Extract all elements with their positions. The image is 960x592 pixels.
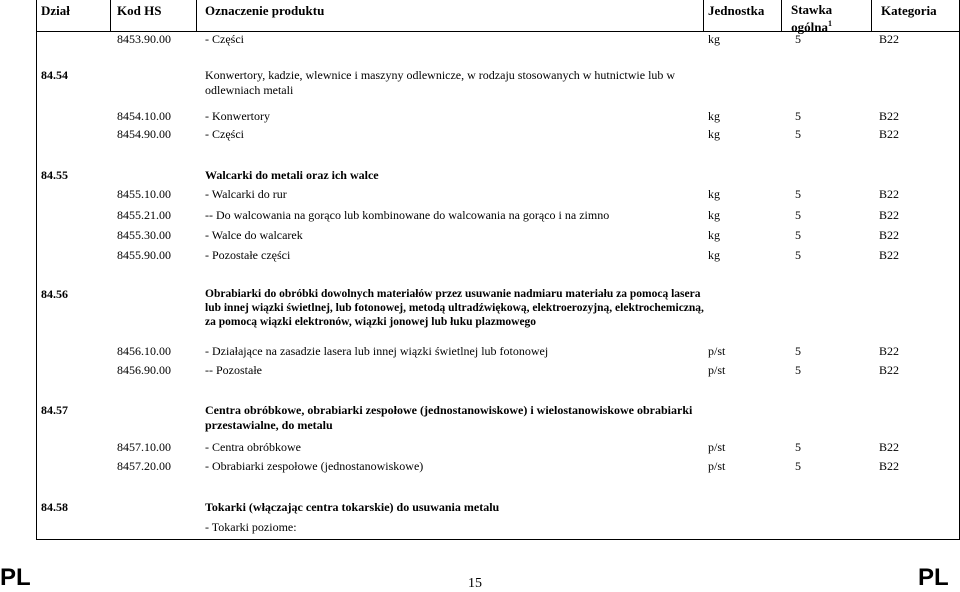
product-description: - Pozostałe części bbox=[205, 248, 291, 262]
category: B22 bbox=[879, 228, 900, 242]
duty-rate: 5 bbox=[795, 459, 801, 473]
hs-code: 8456.10.00 bbox=[117, 344, 171, 358]
category: B22 bbox=[879, 363, 900, 377]
duty-rate: 5 bbox=[795, 32, 801, 46]
header-stawka-line2: ogólna bbox=[791, 19, 829, 35]
unit: kg bbox=[708, 127, 720, 141]
section-description: Obrabiarki do obróbki dowolnych materiałów przez usuwanie nadmiaru materiału za pomocą lasera lub innej wiązki świetlnej, lub fotonowej, metodą ultradźwiękową, elektroerozyjną, elektrochemiczną, za pomocą wiązki elektronów, wiązki jonowej lub łuku plazmowego bbox=[205, 288, 704, 328]
header-kod-hs: Kod HS bbox=[117, 3, 162, 18]
column-divider bbox=[871, 0, 872, 31]
product-description: - Działające na zasadzie lasera lub innej wiązki świetlnej lub fotonowej bbox=[205, 344, 549, 358]
section-number: 84.56 bbox=[41, 287, 68, 301]
header-dzial: Dział bbox=[41, 3, 70, 18]
header-stawka-footnote: 1 bbox=[828, 19, 833, 28]
column-divider bbox=[196, 0, 197, 31]
product-description: - Konwertory bbox=[205, 109, 270, 123]
header-stawka bbox=[791, 3, 832, 34]
product-description: - Centra obróbkowe bbox=[205, 440, 301, 454]
category: B22 bbox=[879, 32, 900, 46]
hs-code: 8455.30.00 bbox=[117, 228, 171, 242]
section-description: Centra obróbkowe, obrabiarki zespołowe (jednostanowiskowe) i wielostanowiskowe obrabiarki przestawialne, do metalu bbox=[205, 403, 693, 432]
header-oznaczenie: Oznaczenie produktu bbox=[205, 3, 325, 18]
hs-code: 8455.10.00 bbox=[117, 187, 171, 201]
product-description: -- Pozostałe bbox=[205, 363, 262, 377]
category: B22 bbox=[879, 208, 900, 222]
hs-code: 8455.21.00 bbox=[117, 208, 171, 222]
header-stawka-line1: Stawka bbox=[791, 2, 833, 17]
duty-rate: 5 bbox=[795, 187, 801, 201]
unit: kg bbox=[708, 248, 720, 262]
product-description: - Części bbox=[205, 32, 244, 46]
column-divider bbox=[703, 0, 704, 31]
unit: p/st bbox=[708, 363, 726, 377]
footer-language-left: PL bbox=[0, 564, 31, 591]
unit: p/st bbox=[708, 440, 726, 454]
unit: kg bbox=[708, 208, 720, 222]
duty-rate: 5 bbox=[795, 127, 801, 141]
category: B22 bbox=[879, 109, 900, 123]
hs-code: 8454.90.00 bbox=[117, 127, 171, 141]
product-description: - Części bbox=[205, 127, 244, 141]
duty-rate: 5 bbox=[795, 248, 801, 262]
product-description: - Obrabiarki zespołowe (jednostanowiskowe) bbox=[205, 459, 424, 473]
section-description: Walcarki do metali oraz ich walce bbox=[205, 168, 379, 182]
hs-code: 8453.90.00 bbox=[117, 32, 171, 46]
hs-code: 8457.10.00 bbox=[117, 440, 171, 454]
section-number: 84.54 bbox=[41, 68, 68, 82]
section-description: Tokarki (włączając centra tokarskie) do usuwania metalu bbox=[205, 500, 500, 514]
section-number: 84.55 bbox=[41, 168, 68, 182]
duty-rate: 5 bbox=[795, 228, 801, 242]
duty-rate: 5 bbox=[795, 440, 801, 454]
category: B22 bbox=[879, 440, 900, 454]
unit: p/st bbox=[708, 344, 726, 358]
unit: kg bbox=[708, 187, 720, 201]
unit: kg bbox=[708, 228, 720, 242]
column-divider bbox=[110, 0, 111, 31]
table-header bbox=[37, 0, 959, 35]
product-description: - Tokarki poziome: bbox=[205, 520, 297, 534]
section-number: 84.57 bbox=[41, 403, 68, 417]
category: B22 bbox=[879, 187, 900, 201]
unit: kg bbox=[708, 32, 720, 46]
product-description: - Walce do walcarek bbox=[205, 228, 303, 242]
duty-rate: 5 bbox=[795, 344, 801, 358]
section-number: 84.58 bbox=[41, 500, 68, 514]
header-kategoria: Kategoria bbox=[881, 3, 937, 18]
category: B22 bbox=[879, 248, 900, 262]
page-number: 15 bbox=[468, 576, 482, 591]
tariff-table bbox=[36, 0, 960, 540]
product-description: - Walcarki do rur bbox=[205, 187, 287, 201]
footer-language-right: PL bbox=[918, 564, 949, 591]
header-jednostka: Jednostka bbox=[708, 3, 765, 18]
category: B22 bbox=[879, 344, 900, 358]
hs-code: 8457.20.00 bbox=[117, 459, 171, 473]
duty-rate: 5 bbox=[795, 109, 801, 123]
duty-rate: 5 bbox=[795, 208, 801, 222]
unit: kg bbox=[708, 109, 720, 123]
unit: p/st bbox=[708, 459, 726, 473]
hs-code: 8456.90.00 bbox=[117, 363, 171, 377]
hs-code: 8454.10.00 bbox=[117, 109, 171, 123]
product-description: -- Do walcowania na gorąco lub kombinowane do walcowania na gorąco i na zimno bbox=[205, 208, 610, 222]
duty-rate: 5 bbox=[795, 363, 801, 377]
column-divider bbox=[781, 0, 782, 31]
hs-code: 8455.90.00 bbox=[117, 248, 171, 262]
category: B22 bbox=[879, 459, 900, 473]
section-description: Konwertory, kadzie, wlewnice i maszyny odlewnicze, w rodzaju stosowanych w hutnictwie lub w odlewniach metali bbox=[205, 68, 676, 97]
category: B22 bbox=[879, 127, 900, 141]
